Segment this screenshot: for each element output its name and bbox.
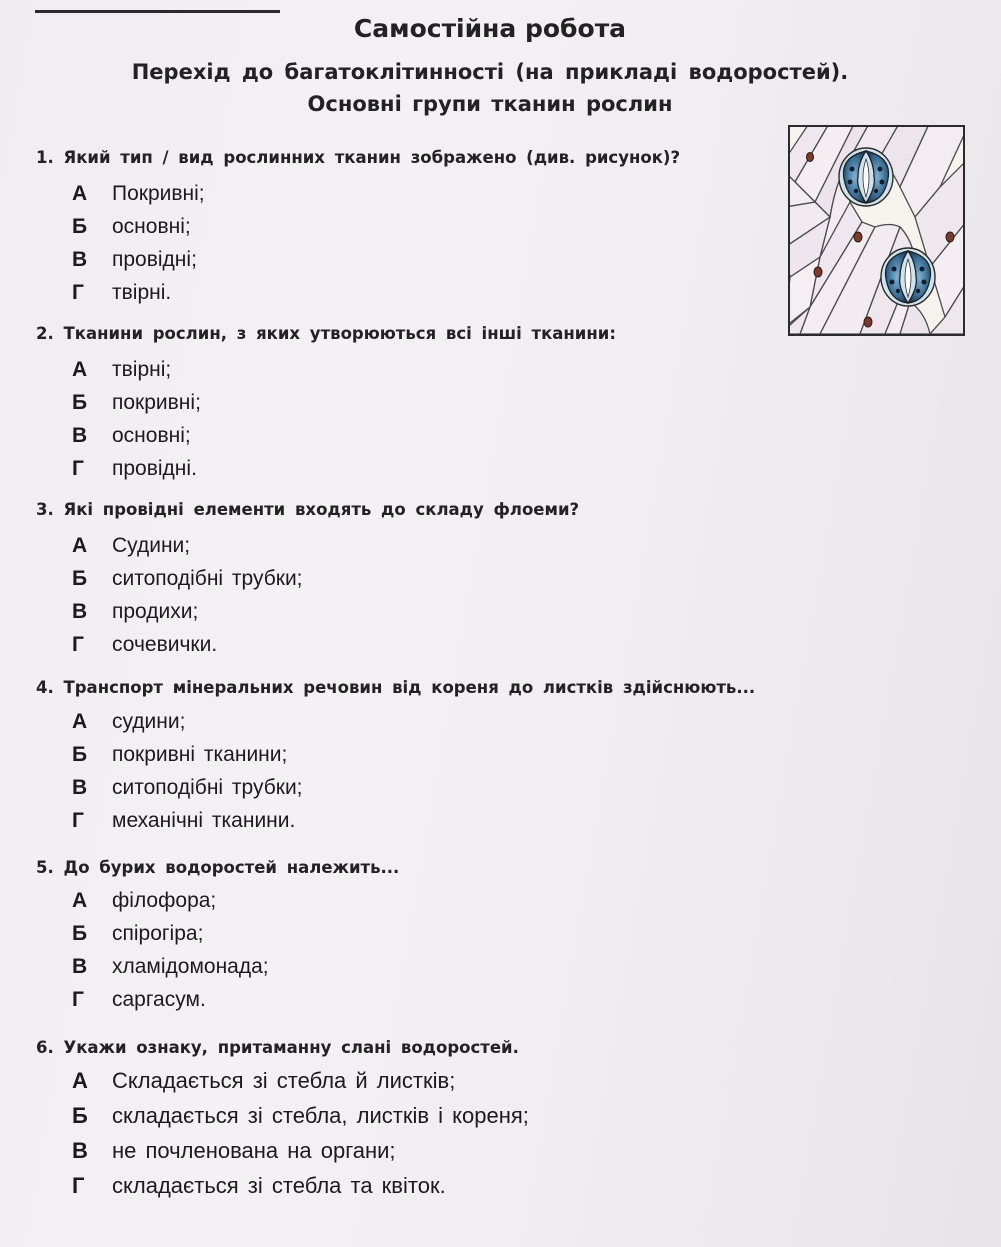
option[interactable] [72, 391, 201, 424]
option[interactable] [72, 1068, 529, 1103]
option-text: Складається зі стебла й листків; [112, 1068, 456, 1093]
option-text: провідні; [112, 248, 197, 271]
option-text: основні; [112, 424, 191, 447]
option[interactable] [72, 889, 269, 922]
option[interactable] [72, 988, 269, 1021]
option-letter: Г [72, 281, 84, 304]
question-6: 6. Укажи ознаку, притаманну слані водоростей. [36, 1038, 519, 1057]
option-text: ситоподібні трубки; [112, 567, 303, 590]
option-letter: А [72, 710, 88, 733]
option-letter: Б [72, 743, 88, 766]
leaf-epidermis-stomata-illustration [790, 127, 963, 334]
option-letter: А [72, 534, 88, 557]
option-text: основні; [112, 215, 191, 238]
option[interactable] [72, 776, 303, 809]
option[interactable] [72, 457, 201, 490]
option-text: твірні; [112, 358, 172, 381]
question-3: 3. Які провідні елементи входять до складу флоеми? [36, 500, 580, 519]
page-subtitle-line-2: Основні групи тканин рослин [307, 92, 673, 116]
option[interactable] [72, 633, 303, 666]
option-text: філофора; [112, 889, 217, 912]
question-4-options [72, 710, 303, 842]
option-text: провідні. [112, 457, 197, 480]
option[interactable] [72, 600, 303, 633]
option[interactable] [72, 215, 205, 248]
option-text: покривні тканини; [112, 743, 288, 766]
option-text: покривні; [112, 391, 201, 414]
option[interactable] [72, 922, 269, 955]
question-5-options [72, 889, 269, 1021]
option-letter: Б [72, 215, 88, 238]
option-text: Покривні; [112, 182, 205, 205]
option[interactable] [72, 809, 303, 842]
option-letter: Б [72, 391, 88, 414]
option-letter: В [72, 955, 88, 978]
option[interactable] [72, 710, 303, 743]
option-text: складається зі стебла та квіток. [112, 1173, 446, 1198]
option[interactable] [72, 248, 205, 281]
option-text: не почленована на органи; [112, 1138, 396, 1163]
option-text: твірні. [112, 281, 172, 304]
question-1-options [72, 182, 205, 314]
question-2-options [72, 358, 201, 490]
option-text: спірогіра; [112, 922, 204, 945]
option[interactable] [72, 955, 269, 988]
page-subtitle-line-1: Перехід до багатоклітинності (на прикладі водоростей). [131, 60, 849, 84]
option[interactable] [72, 358, 201, 391]
question-1: 1. Який тип / вид рослинних тканин зображено (див. рисунок)? [36, 148, 681, 167]
option-letter: Г [72, 988, 84, 1011]
page-top-rule [35, 10, 280, 13]
question-5: 5. До бурих водоростей належить... [36, 858, 400, 877]
option[interactable] [72, 534, 303, 567]
option[interactable] [72, 1173, 529, 1208]
option-letter: Г [72, 633, 84, 656]
option-letter: А [72, 182, 88, 205]
option-text: механічні тканини. [112, 809, 296, 832]
option-letter: В [72, 600, 88, 623]
option-text: ситоподібні трубки; [112, 776, 303, 799]
page-title: Самостійна робота [353, 14, 627, 43]
option-letter: Г [72, 809, 84, 832]
option-letter: В [72, 248, 88, 271]
option-letter: А [72, 1068, 88, 1093]
option[interactable] [72, 281, 205, 314]
option[interactable] [72, 1138, 529, 1173]
option-letter: Б [72, 567, 88, 590]
question-2: 2. Тканини рослин, з яких утворюються всі інші тканини: [36, 324, 616, 343]
option-letter: Б [72, 922, 88, 945]
option[interactable] [72, 424, 201, 457]
option-text: судини; [112, 710, 186, 733]
option-letter: А [72, 889, 88, 912]
option-text: Судини; [112, 534, 191, 557]
option[interactable] [72, 743, 303, 776]
option-letter: Б [72, 1103, 88, 1128]
question-6-options [72, 1068, 529, 1208]
option-letter: Г [72, 457, 84, 480]
option[interactable] [72, 567, 303, 600]
stomata-figure [788, 125, 965, 336]
question-4: 4. Транспорт мінеральних речовин від кореня до листків здійснюють... [36, 678, 756, 697]
option-letter: В [72, 1138, 88, 1163]
option-letter: А [72, 358, 88, 381]
option-letter: Г [72, 1173, 85, 1198]
option-text: продихи; [112, 600, 199, 623]
option-text: сочевички. [112, 633, 218, 656]
option-text: хламідомонада; [112, 955, 269, 978]
question-3-options [72, 534, 303, 666]
option[interactable] [72, 1103, 529, 1138]
option-letter: В [72, 424, 88, 447]
option-text: складається зі стебла, листків і кореня; [112, 1103, 529, 1128]
option-text: саргасум. [112, 988, 206, 1011]
option-letter: В [72, 776, 88, 799]
option[interactable] [72, 182, 205, 215]
